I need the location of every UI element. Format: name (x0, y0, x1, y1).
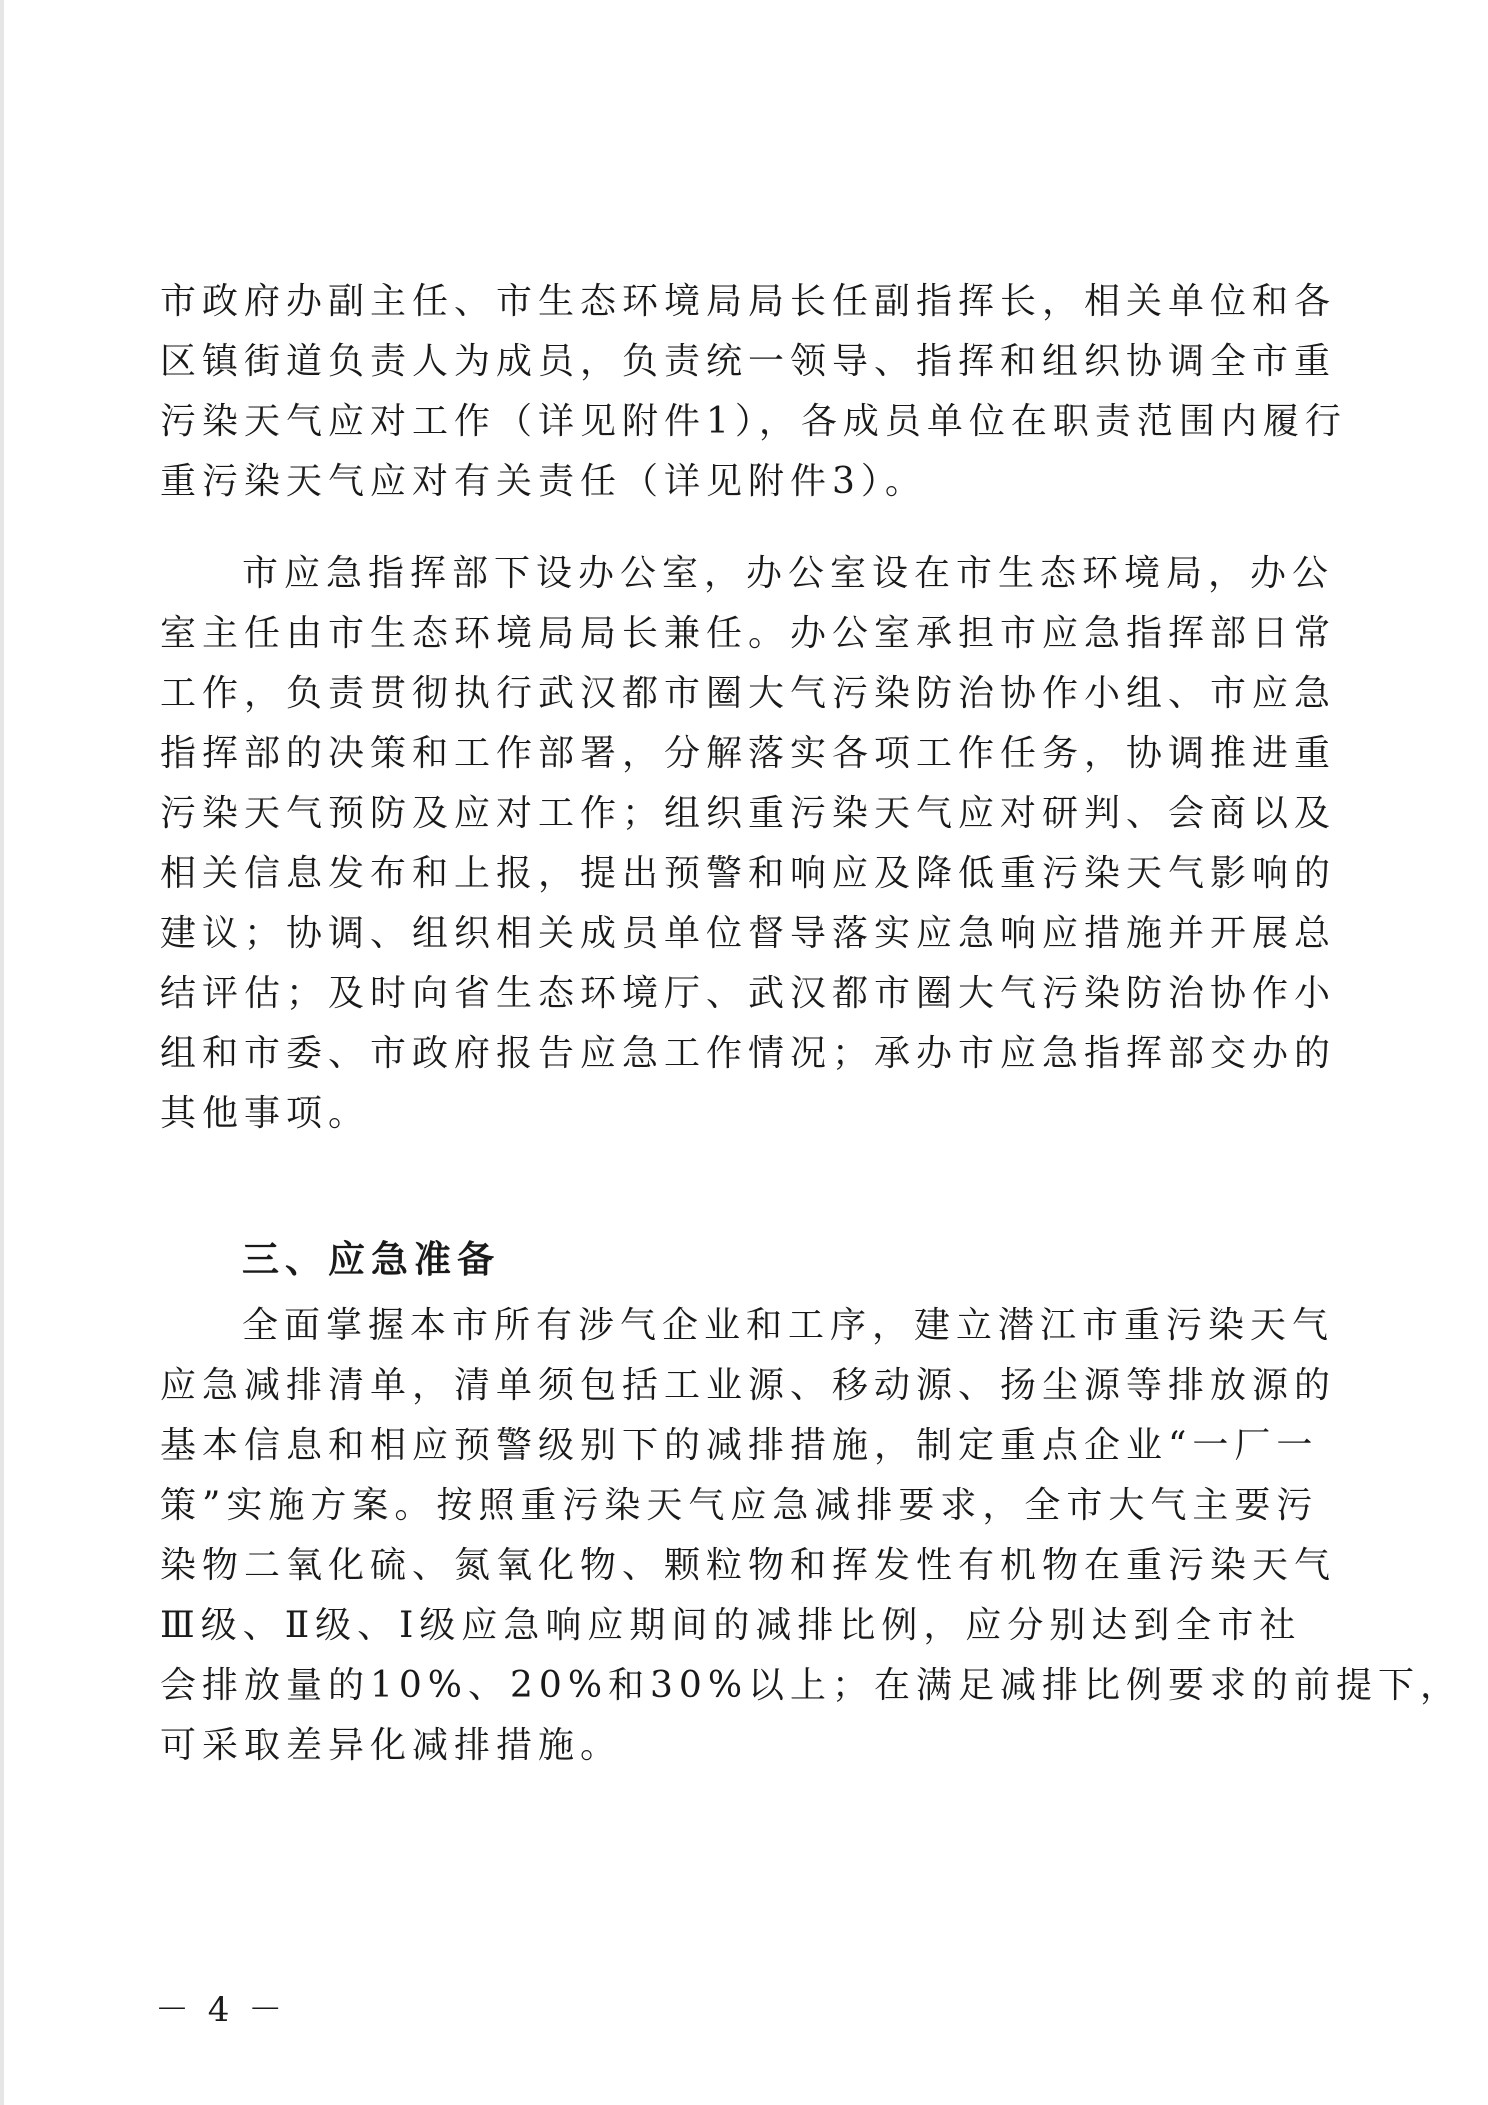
paragraph-line: Ⅲ级、Ⅱ级、Ⅰ级应急响应期间的减排比例，应分别达到全市社 (160, 1605, 1302, 1646)
scan-edge (0, 0, 4, 2105)
paragraph-line: 组和市委、市政府报告应急工作情况；承办市应急指挥部交办的 (160, 1033, 1337, 1074)
page-number: － 4 － (155, 1990, 287, 2030)
paragraph-line: 指挥部的决策和工作部署，分解落实各项工作任务，协调推进重 (160, 733, 1337, 774)
paragraph-line: 工作，负责贯彻执行武汉都市圈大气污染防治协作小组、市应急 (160, 673, 1337, 714)
paragraph-line: 污染天气应对工作（详见附件1），各成员单位在职责范围内履行 (160, 401, 1347, 442)
paragraph-line: 相关信息发布和上报，提出预警和响应及降低重污染天气影响的 (160, 853, 1337, 894)
paragraph-line: 区镇街道负责人为成员，负责统一领导、指挥和组织协调全市重 (160, 341, 1337, 382)
paragraph-line: 可采取差异化减排措施。 (160, 1725, 623, 1766)
section-heading: 三、应急准备 (242, 1238, 500, 1281)
paragraph-line: 策”实施方案。按照重污染天气应急减排要求，全市大气主要污 (160, 1485, 1319, 1526)
paragraph-line: 建议；协调、组织相关成员单位督导落实应急响应措施并开展总 (160, 913, 1337, 954)
paragraph-line: 其他事项。 (160, 1093, 371, 1134)
paragraph-line: 染物二氧化硫、氮氧化物、颗粒物和挥发性有机物在重污染天气 (160, 1545, 1337, 1586)
paragraph-line: 结评估；及时向省生态环境厅、武汉都市圈大气污染防治协作小 (160, 973, 1337, 1014)
paragraph-line: 市应急指挥部下设办公室，办公室设在市生态环境局，办公 (242, 553, 1335, 594)
paragraph-2 (160, 544, 1337, 1144)
paragraph-line: 全面掌握本市所有涉气企业和工序，建立潜江市重污染天气 (242, 1305, 1335, 1346)
paragraph-line: 室主任由市生态环境局局长兼任。办公室承担市应急指挥部日常 (160, 613, 1337, 654)
paragraph-line: 市政府办副主任、市生态环境局局长任副指挥长，相关单位和各 (160, 281, 1337, 322)
paragraph-line: 会排放量的10%、20%和30%以上；在满足减排比例要求的前提下， (160, 1665, 1463, 1706)
paragraph-line: 污染天气预防及应对工作；组织重污染天气应对研判、会商以及 (160, 793, 1337, 834)
paragraph-3 (160, 1296, 1463, 1776)
paragraph-line: 重污染天气应对有关责任（详见附件3）。 (160, 461, 927, 502)
paragraph-1 (160, 272, 1347, 512)
paragraph-line: 基本信息和相应预警级别下的减排措施，制定重点企业“一厂一 (160, 1425, 1319, 1466)
paragraph-line: 应急减排清单，清单须包括工业源、移动源、扬尘源等排放源的 (160, 1365, 1337, 1406)
